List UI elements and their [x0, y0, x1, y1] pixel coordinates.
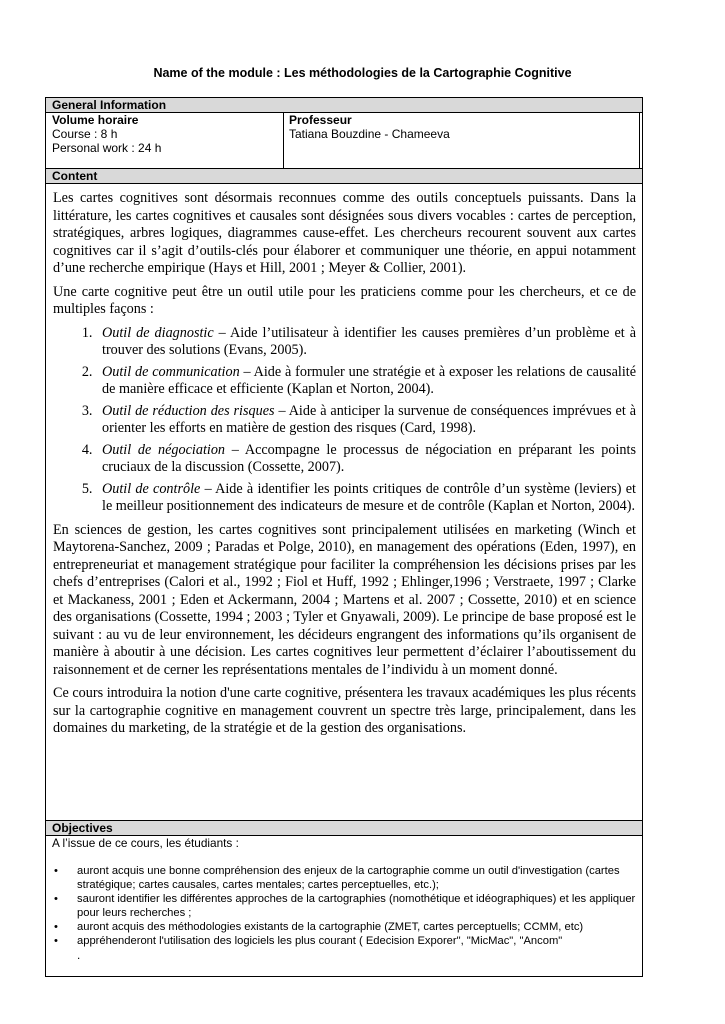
- tool-item: [96, 364, 636, 399]
- tool-desc: – Aide à identifier les points critiques de contrôle d’un système (leviers) et le meilleur positionnement des indicateurs de mesure et de contrôle (Kaplan et Norton, 2004).: [102, 480, 637, 514]
- module-table: [45, 97, 643, 977]
- tool-desc: – Aide à formuler une stratégie et à exposer les relations de causalité de manière efficace et efficiente (Kaplan et Norton, 2004).: [102, 363, 636, 397]
- bullet-icon: •: [54, 893, 58, 905]
- objective-text: auront acquis des méthodologies existants de la cartographie (ZMET, cartes perceptuells; CCMM, etc): [77, 921, 584, 933]
- personal-hours: Personal work : 24 h: [52, 141, 162, 155]
- tool-term: Outil de diagnostic: [102, 324, 214, 341]
- professor-label: Professeur: [289, 113, 352, 127]
- bullet-icon: •: [54, 921, 58, 933]
- trailing-period: .: [77, 948, 81, 962]
- tool-item: [96, 325, 636, 360]
- objectives-list: [52, 864, 636, 948]
- professor-name: Tatiana Bouzdine - Chameeva: [289, 127, 450, 141]
- professor-cell: [283, 113, 640, 168]
- content-paragraph-2: Une carte cognitive peut être un outil utile pour les praticiens comme pour les chercheurs, et ce de multiples façons :: [53, 283, 636, 317]
- volume-cell: [46, 113, 283, 168]
- tools-list: [53, 325, 636, 516]
- module-title: Name of the module : Les méthodologies de la Cartographie Cognitive: [153, 66, 572, 80]
- tool-term: Outil de communication: [102, 363, 240, 380]
- tool-term: Outil de contrôle: [102, 480, 201, 497]
- objectives-intro: A l’issue de ce cours, les étudiants :: [52, 836, 239, 850]
- objective-item: [52, 864, 636, 892]
- tool-item: [96, 403, 636, 438]
- volume-label: Volume horaire: [52, 113, 139, 127]
- general-info-row: [46, 113, 642, 169]
- content-body: [46, 184, 642, 821]
- objective-text: appréhenderont l'utilisation des logiciels les plus courant ( Edecision Exporer", "MicMac", "Ancom": [77, 935, 563, 947]
- objective-text: sauront identifier les différentes approches de la cartographies (nomothétique et idéographiques) et les appliquer pour leurs recherches ;: [77, 893, 636, 919]
- objectives-header: Objectives: [46, 821, 642, 836]
- tool-desc: – Aide l’utilisateur à identifier les causes premières d’un problème et à trouver des solutions (Evans, 2005).: [102, 324, 636, 358]
- objective-text: auront acquis une bonne compréhension des enjeux de la cartographie comme un outil d'investigation (cartes stratégique; cartes causales, cartes mentales; cartes perceptuelles, etc.);: [77, 865, 620, 891]
- tool-desc: – Aide à anticiper la survenue de conséquences imprévues et à orienter les efforts en matière de gestion des risques (Card, 1998).: [102, 402, 636, 436]
- bullet-icon: •: [54, 935, 58, 947]
- tool-desc: – Accompagne le processus de négociation en préparant les points cruciaux de la discussion (Cossette, 2007).: [102, 441, 636, 475]
- content-paragraph-4: Ce cours introduira la notion d'une carte cognitive, présentera les travaux académiques les plus récents sur la cartographie cognitive en management couvrent un spectre très large, principalement, dans les domaines du marketing, de la stratégie et de la gestion des organisations.: [53, 685, 636, 736]
- course-hours: Course : 8 h: [52, 127, 118, 141]
- objective-item: [52, 934, 636, 948]
- content-paragraph-3: En sciences de gestion, les cartes cognitives sont principalement utilisées en marketing (Winch et Maytorena-Sanchez, 2009 ; Paradas et Polge, 2010), en management des opérations (Eden, 1997), en entrepreneuriat et management stratégique pour faciliter la compréhension les décisions prises par les chefs d’entreprises (Calori et al., 1992 ; Fiol et Huff, 1992 ; Ehlinger,1996 ; Verstraete, 1997 ; Clarke et Mackaness, 2001 ; Eden et Ackermann, 2004 ; Martens et al. 2007 ; Cossette, 2010) et en science des organisations (Cossette, 1994 ; 2003 ; Tyler et Gnyawali, 2009). Le principe de base proposé est le suivant : au vu de leur environnement, les décideurs engrangent des informations qu’ils organisent de manière à aboutir à une décision. Les cartes cognitives leur permettent d’éclairer l’aboutissement du raisonnement et de cerner les représentations mentales de l’individu à un moment donné.: [53, 521, 636, 678]
- content-paragraph-1: Les cartes cognitives sont désormais reconnues comme des outils conceptuels puissants. Dans la littérature, les cartes cognitives et causales sont désignées sous divers vocables : cartes de perception, stratégiques, arbres logiques, diagrammes cause-effet. Les chercheurs recourent souvent aux cartes cognitives car il s’agit d’outils-clés pour élaborer et communiquer une théorie, en appui notamment d’une recherche empirique (Hays et Hill, 2001 ; Meyer & Collier, 2001).: [53, 190, 636, 276]
- objectives-body: [46, 836, 642, 976]
- content-header: Content: [46, 169, 642, 184]
- tool-item: [96, 481, 636, 516]
- general-info-header: General Information: [46, 98, 642, 113]
- tool-item: [96, 442, 636, 477]
- bullet-icon: •: [54, 865, 58, 877]
- tool-term: Outil de réduction des risques: [102, 402, 275, 419]
- objective-item: [52, 892, 636, 920]
- objective-item: [52, 920, 636, 934]
- tool-term: Outil de négociation: [102, 441, 226, 458]
